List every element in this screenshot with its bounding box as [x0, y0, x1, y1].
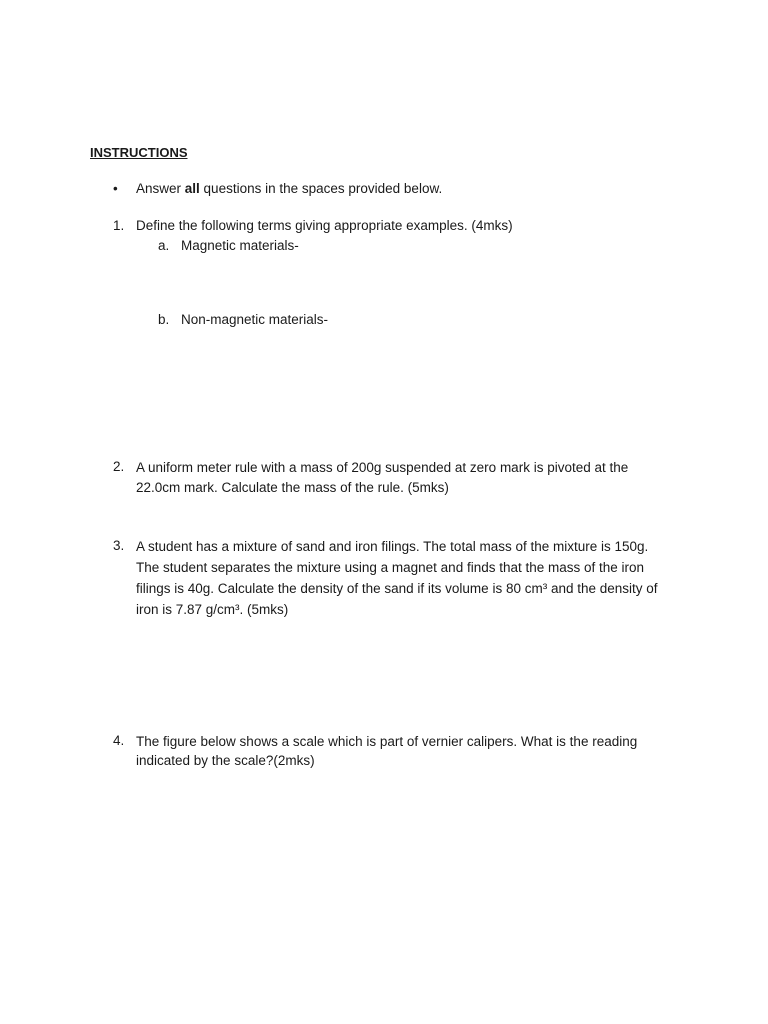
- instruction-text-end: questions in the spaces provided below.: [199, 181, 443, 196]
- instruction-text-bold: all: [184, 181, 200, 196]
- question-3-text: [136, 536, 658, 620]
- question-1-text: Define the following terms giving appropriate examples. (4mks): [136, 218, 513, 233]
- question-2-text: [136, 457, 628, 498]
- question-4-line-2: indicated by the scale?(2mks): [136, 753, 315, 768]
- question-3-number: 3.: [113, 538, 125, 553]
- question-4-line-1: The figure below shows a scale which is part of vernier calipers. What is the reading: [136, 734, 638, 749]
- question-1a-letter: a.: [158, 238, 170, 253]
- question-1a-text: Magnetic materials-: [181, 238, 299, 253]
- question-2-line-2: 22.0cm mark. Calculate the mass of the rule. (5mks): [136, 480, 449, 495]
- question-3-line-4: iron is 7.87 g/cm³. (5mks): [136, 602, 289, 617]
- question-3-line-2: The student separates the mixture using a magnet and finds that the mass of the iron: [136, 560, 645, 575]
- question-1b-letter: b.: [158, 312, 170, 327]
- question-3-line-3: filings is 40g. Calculate the density of the sand if its volume is 80 cm³ and the density of: [136, 581, 658, 596]
- question-1-number: 1.: [113, 218, 125, 233]
- instruction-line: [136, 181, 442, 196]
- bullet-marker: •: [113, 181, 118, 196]
- question-2-number: 2.: [113, 459, 125, 474]
- question-2-line-1: A uniform meter rule with a mass of 200g suspended at zero mark is pivoted at the: [136, 460, 629, 475]
- question-4-text: [136, 731, 637, 771]
- question-4-number: 4.: [113, 733, 125, 748]
- instruction-text-start: Answer: [136, 181, 185, 196]
- instructions-heading: INSTRUCTIONS: [90, 145, 188, 160]
- question-1b-text: Non-magnetic materials-: [181, 312, 329, 327]
- question-3-line-1: A student has a mixture of sand and iron filings. The total mass of the mixture is 150g.: [136, 539, 649, 554]
